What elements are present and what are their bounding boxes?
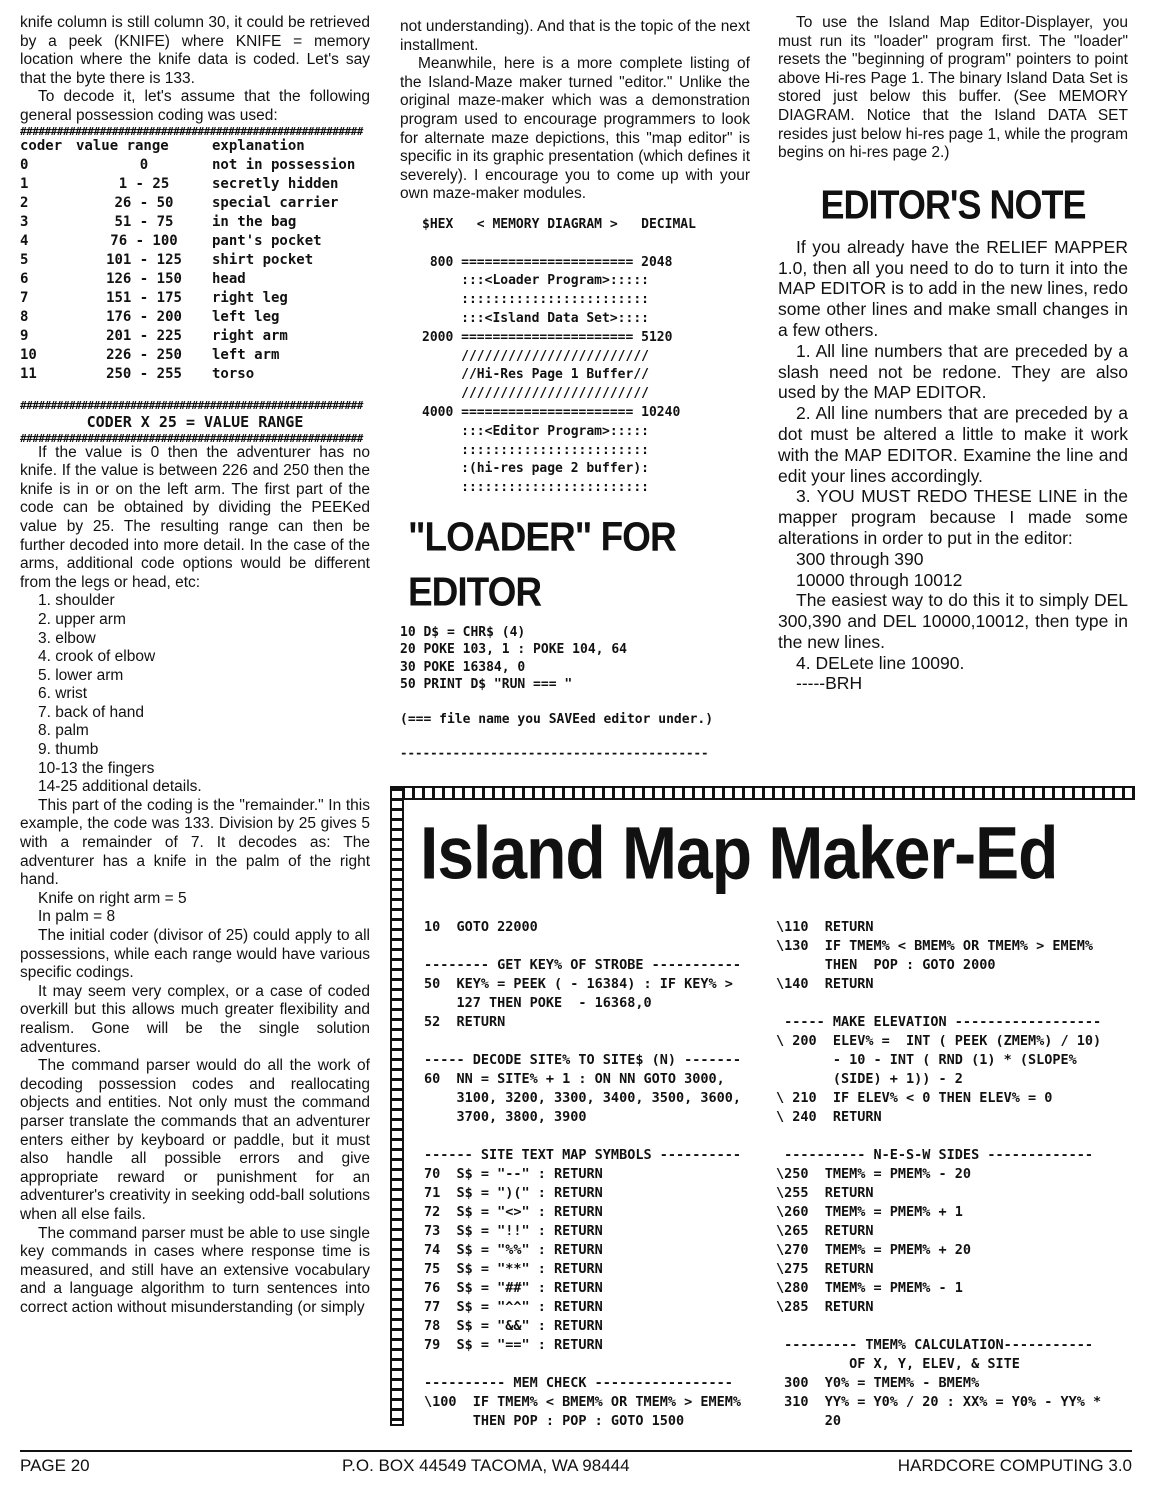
table-row — [20, 346, 370, 365]
col-header-explanation: explanation — [212, 137, 305, 154]
value-paragraph: If the value is 0 then the adventurer has no knife. If the value is between 226 and 250 then the knife is in or on the left arm. The first part of the code can be obtained by dividing the PEEKed value by 25. The resulting range can then be further decoded into more detail. In the case of the arms, additional code options would be different from the legs or head, etc: — [20, 443, 370, 591]
col-header-value-range: value range — [76, 137, 169, 154]
cell-coder: 0 — [20, 156, 29, 173]
cell-explanation: left leg — [212, 308, 280, 325]
cell-explanation: pant's pocket — [212, 232, 322, 249]
parser-paragraph: The command parser would do all the work of decoding possession codes and reallocating objects and entities. Not only must the command parser translate the commands that an adventurer enters either by keyboard or paddle, but it must also handle all possible errors and give appropriate reward or punishment for an adventurer's creativity in seeking odd-ball solutions when all else fails. — [20, 1057, 370, 1223]
editors-note-heading: EDITOR'S NOTE — [820, 181, 1086, 228]
cell-explanation: shirt pocket — [212, 251, 314, 268]
cell-coder: 6 — [20, 270, 29, 287]
list-item: 10-13 the fingers — [38, 759, 155, 777]
program-listing-left: 10 GOTO 22000 -------- GET KEY% OF STROBE ----------- 50 KEY% = PEEK ( - 16384) : IF KEY% > 127 THEN POKE - 16368,0 52 RETURN ----- DECODE SITE% TO SITE$ (N) ------- 60 NN = SITE% + 1 : ON NN GOTO 3000, 3100, 3200, 3300, 3400, 3500, 3600, 3700, 3800, 3900 ------ SITE TEXT MAP SYMBOLS ---------- 70 S$ = "--" : RETURN 71 S$ = ")(" : RETURN 72 S$ = "<>" : RETURN 73 S$ = "!!" : RETURN 74 S$ = "%%" : RETURN 75 S$ = "**" : RETURN 76 S$ = "##" : RETURN 77 S$ = "^^" : RETURN 78 S$ = "&&" : RETURN 79 S$ = "==" : RETURN ---------- MEM CHECK ----------------- \100 IF TMEM% < BMEM% OR TMEM% > EMEM% THEN POP : POP : GOTO 1500 — [424, 919, 741, 1429]
column-2 — [400, 18, 750, 762]
memory-diagram: $HEX < MEMORY DIAGRAM > DECIMAL 800 ====================== 2048 :::<Loader Program>::::: :::::::::::::::::::::::: :::<Island Data Set>:::: 2000 ====================== 5120 //////////////////////// //Hi-Res Page 1 Buffer// //////////////////////// 4000 ====================== 10240 :::<Editor Program>::::: :::::::::::::::::::::::: :(hi-res page 2 buffer): :::::::::::::::::::::::: — [422, 216, 696, 496]
footer-rule — [20, 1450, 1132, 1452]
cell-coder: 7 — [20, 289, 29, 306]
list-item: 3. elbow — [38, 629, 96, 647]
parser-paragraph-2: The command parser must be able to use single key commands in cases where response time is measured, and still have an extensive vocabulary and a language algorithm to turn sentences into correct action without misunderstanding (or simply — [20, 1224, 370, 1316]
list-item: 2. upper arm — [38, 610, 126, 628]
complexity-paragraph: It may seem very complex, or a case of coded overkill but this allows much greater flexibility and realism. Gone will be the single solution adventures. — [20, 982, 370, 1056]
note-item-4: 4. DELete line 10090. — [796, 652, 965, 673]
cell-explanation: not in possession — [212, 156, 356, 173]
table-row — [20, 175, 370, 194]
cell-value-range: 151 - 175 — [106, 289, 182, 306]
arm-detail-list — [20, 592, 370, 797]
list-item: 4. crook of elbow — [38, 648, 156, 666]
cell-value-range: 26 - 50 — [114, 194, 174, 211]
redo-range-2: 10000 through 10012 — [796, 569, 963, 590]
list-item: 9. thumb — [38, 741, 99, 759]
cell-value-range: 51 - 75 — [114, 213, 174, 230]
cell-explanation: head — [212, 270, 246, 287]
table-row — [20, 194, 370, 213]
cell-value-range: 226 - 250 — [106, 346, 182, 363]
editors-note-intro: If you already have the RELIEF MAPPER 1.0, then all you need to do to turn it into the MAP EDITOR is to add in the new lines, redo some other lines and make small changes in a few others. — [778, 236, 1128, 340]
hash-divider: ######################################################## — [20, 125, 363, 137]
note-item-1: 1. All line numbers that are preceded by a slash need not be redone. They are also used by the MAP EDITOR. — [778, 340, 1128, 403]
perforated-border-left — [390, 786, 404, 1426]
table-row — [20, 270, 370, 289]
hash-divider: ######################################################## — [20, 432, 363, 444]
remainder-paragraph: This part of the coding is the "remainder." In this example, the code was 133. Division by 25 gives 5 with a remainder of 7. It decodes as: The adventurer has a knife in the palm of the right hand. — [20, 796, 370, 889]
cell-value-range: 126 - 150 — [106, 270, 182, 287]
col-header-coder: coder — [20, 137, 63, 154]
table-row — [20, 327, 370, 346]
list-item: 14-25 additional details. — [38, 778, 202, 796]
cell-coder: 11 — [20, 365, 37, 382]
table-row — [20, 289, 370, 308]
cell-explanation: secretly hidden — [212, 175, 339, 192]
decode-paragraph: To decode it, let's assume that the following general possession coding was used: — [20, 88, 370, 124]
dashed-divider: ----------------------------------------- — [400, 744, 709, 760]
table-header-row — [20, 137, 370, 156]
possession-code-table — [20, 137, 370, 384]
coder-formula: CODER X 25 = VALUE RANGE — [86, 412, 304, 431]
note-item-2: 2. All line numbers that are preceded by a dot must be altered a little to make it work with the MAP EDITOR. Examine the line and edit your lines accordingly. — [778, 403, 1128, 486]
redo-range-1: 300 through 390 — [796, 548, 924, 569]
cell-explanation: in the bag — [212, 213, 297, 230]
table-row — [20, 213, 370, 232]
list-item: 1. shoulder — [38, 592, 115, 610]
table-row — [20, 156, 370, 175]
cell-explanation: left arm — [212, 346, 280, 363]
cell-coder: 5 — [20, 251, 29, 268]
cell-value-range: 176 - 200 — [106, 308, 182, 325]
list-item: 8. palm — [38, 722, 89, 740]
cell-coder: 9 — [20, 327, 29, 344]
table-body — [20, 156, 370, 384]
cell-coder: 2 — [20, 194, 29, 211]
cell-value-range: 0 — [139, 156, 149, 173]
table-row — [20, 365, 370, 384]
magazine-issue: HARDCORE COMPUTING 3.0 — [897, 1456, 1132, 1475]
table-row — [20, 308, 370, 327]
cell-value-range: 76 - 100 — [110, 232, 178, 249]
cell-coder: 10 — [20, 346, 37, 363]
banner-title: Island Map Maker-Ed — [420, 811, 1058, 895]
cell-coder: 4 — [20, 232, 29, 249]
list-item: 6. wrist — [38, 685, 88, 703]
cell-explanation: right arm — [212, 327, 288, 344]
cell-coder: 3 — [20, 213, 29, 230]
cell-value-range: 250 - 255 — [106, 365, 182, 382]
palm-line: In palm = 8 — [38, 908, 116, 926]
cell-coder: 8 — [20, 308, 29, 325]
column-3 — [778, 14, 1128, 694]
cell-value-range: 1 - 25 — [118, 175, 170, 192]
list-item: 7. back of hand — [38, 703, 144, 721]
page-number: PAGE 20 — [20, 1456, 90, 1475]
cell-value-range: 201 - 225 — [106, 327, 182, 344]
note-item-easiest: The easiest way to do this it to simply DEL 300,390 and DEL 10000,10012, then type in the new lines. — [778, 590, 1128, 652]
loader-code: 10 D$ = CHR$ (4) 20 POKE 103, 1 : POKE 104, 64 30 POKE 16384, 0 50 PRINT D$ "RUN === " (=== file name you SAVEed editor under.) — [400, 624, 714, 728]
publisher-address: P.O. BOX 44549 TACOMA, WA 98444 — [342, 1456, 630, 1475]
note-item-3: 3. YOU MUST REDO THESE LINE in the mapper program because I made some alterations in order to put in the editor: — [778, 486, 1128, 548]
cell-coder: 1 — [20, 175, 29, 192]
page-footer — [0, 1450, 1150, 1480]
intro-paragraph: knife column is still column 30, it could be retrieved by a peek (KNIFE) where KNIFE = memory location where the knife data is coded. Let's say that the byte there is 133. — [20, 14, 370, 87]
list-item: 5. lower arm — [38, 666, 124, 684]
cell-explanation: right leg — [212, 289, 288, 306]
table-row — [20, 232, 370, 251]
knife-arm-line: Knife on right arm = 5 — [38, 889, 187, 907]
program-listing-right: \110 RETURN \130 IF TMEM% < BMEM% OR TMEM% > EMEM% THEN POP : GOTO 2000 \140 RETURN ----- MAKE ELEVATION ------------------ \ 200 ELEV% = INT ( PEEK (ZMEM%) / 10) - 10 - INT ( RND (1) * (SLOPE% (SIDE) + 1)) - 2 \ 210 IF ELEV% < 0 THEN ELEV% = 0 \ 240 RETURN ---------- N-E-S-W SIDES ------------- \250 TMEM% = PMEM% - 20 \255 RETURN \260 TMEM% = PMEM% + 1 \265 RETURN \270 TMEM% = PMEM% + 20 \275 RETURN \280 TMEM% = PMEM% - 1 \285 RETURN --------- TMEM% CALCULATION----------- OF X, Y, ELEV, & SITE 300 Y0% = TMEM% - BMEM% 310 YY% = Y0% / 20 : XX% = Y0% - YY% * 20 — [776, 919, 1102, 1429]
continued-paragraph: not understanding). And that is the topic of the next installment. — [400, 18, 750, 54]
listing-intro-paragraph: Meanwhile, here is a more complete listing of the Island-Maze maker turned "editor." Unlike the original maze-maker which was a demonstration program used to encourage programmers to look for alternate maze depictions, this "map editor" is specific in its graphic presentation (which defines it severely). I encourage you to come up with your own maze-maker modules. — [400, 55, 750, 203]
author-signature: -----BRH — [796, 673, 863, 694]
perforated-border-top — [390, 786, 1135, 800]
loader-heading: "LOADER" FOR EDITOR — [408, 514, 676, 615]
hash-divider: ######################################################## — [20, 399, 363, 411]
column-1 — [20, 14, 370, 1317]
cell-value-range: 101 - 125 — [106, 251, 182, 268]
initial-coder-paragraph: The initial coder (divisor of 25) could apply to all possessions, while each range would have various specific codings. — [20, 927, 370, 982]
table-row — [20, 251, 370, 270]
cell-explanation: special carrier — [212, 194, 339, 211]
cell-explanation: torso — [212, 365, 255, 382]
loader-usage-paragraph: To use the Island Map Editor-Displayer, you must run its "loader" program first. The "loader" resets the "beginning of program" pointers to point above Hi-res Page 1. The binary Island Data Set is stored just below this buffer. (See MEMORY DIAGRAM. Notice that the Island DATA SET resides just below hi-res page 1, while the program begins on hi-res page 2.) — [778, 14, 1128, 162]
